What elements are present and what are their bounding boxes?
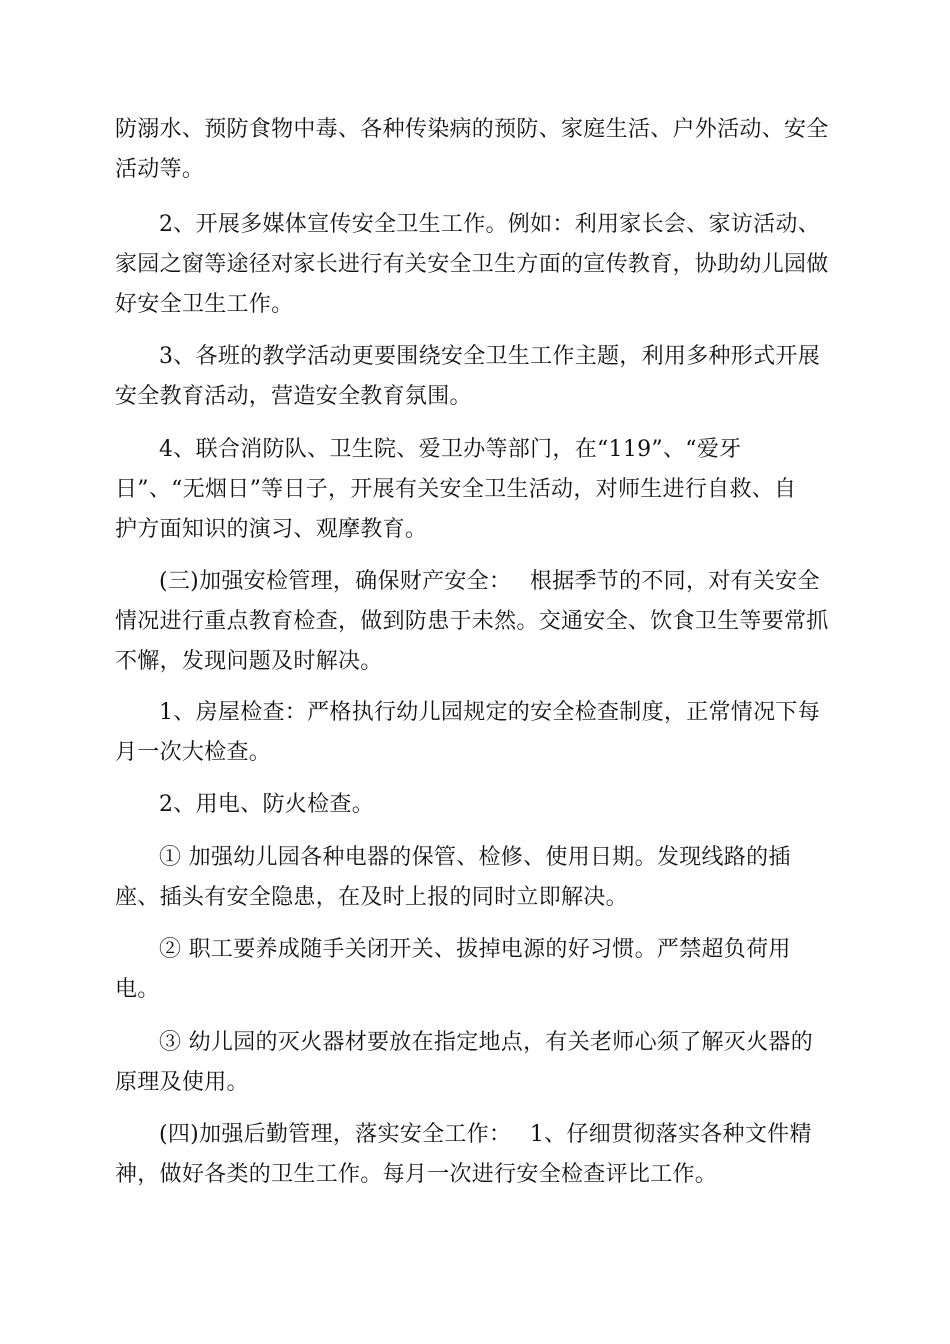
paragraph-line: 4、联合消防队、卫生院、爱卫办等部门，在“119”、“爱牙 bbox=[159, 437, 742, 462]
paragraph-line: 2、用电、防火检查。 bbox=[159, 792, 374, 817]
paragraph-line: 活动等。 bbox=[115, 157, 205, 182]
paragraph-line: 原理及使用。 bbox=[115, 1070, 249, 1095]
paragraph-line: (四)加强后勤管理，落实安全工作： 1、仔细贯彻落实各种文件精 bbox=[159, 1122, 812, 1147]
paragraph-line: 2、开展多媒体宣传安全卫生工作。例如：利用家长会、家访活动、 bbox=[159, 212, 820, 237]
paragraph-line: ② 职工要养成随手关闭开关、拔掉电源的好习惯。严禁超负荷用 bbox=[159, 937, 791, 962]
paragraph-line: 座、插头有安全隐患，在及时上报的同时立即解决。 bbox=[115, 885, 628, 910]
paragraph-line: 3、各班的教学活动更要围绕安全卫生工作主题，利用多种形式开展 bbox=[159, 344, 820, 369]
paragraph-line: 神，做好各类的卫生工作。每月一次进行安全检查评比工作。 bbox=[115, 1162, 718, 1187]
paragraph-line: 护方面知识的演习、观摩教育。 bbox=[115, 517, 428, 542]
paragraph-line: 不懈，发现问题及时解决。 bbox=[115, 649, 383, 674]
paragraph-line: (三)加强安检管理，确保财产安全： 根据季节的不同，对有关安全 bbox=[159, 569, 820, 594]
paragraph-line: 家园之窗等途径对家长进行有关安全卫生方面的宣传教育，协助幼儿园做 bbox=[115, 252, 829, 277]
paragraph-line: 日”、“无烟日”等日子，开展有关安全卫生活动，对师生进行自救、自 bbox=[115, 477, 797, 502]
paragraph-line: 情况进行重点教育检查，做到防患于未然。交通安全、饮食卫生等要常抓 bbox=[115, 609, 829, 634]
paragraph-line: 1、房屋检查：严格执行幼儿园规定的安全检查制度，正常情况下每 bbox=[159, 700, 820, 725]
paragraph-line: ③ 幼儿园的灭火器材要放在指定地点，有关老师心须了解灭火器的 bbox=[159, 1030, 813, 1055]
paragraph-line: 电。 bbox=[115, 977, 160, 1002]
paragraph-line: 好安全卫生工作。 bbox=[115, 292, 294, 317]
paragraph-line: 防溺水、预防食物中毒、各种传染病的预防、家庭生活、户外活动、安全 bbox=[115, 117, 829, 142]
paragraph-line: 安全教育活动，营造安全教育氛围。 bbox=[115, 384, 472, 409]
paragraph-line: 月一次大检查。 bbox=[115, 740, 272, 765]
paragraph-line: ① 加强幼儿园各种电器的保管、检修、使用日期。发现线路的插 bbox=[159, 845, 791, 870]
